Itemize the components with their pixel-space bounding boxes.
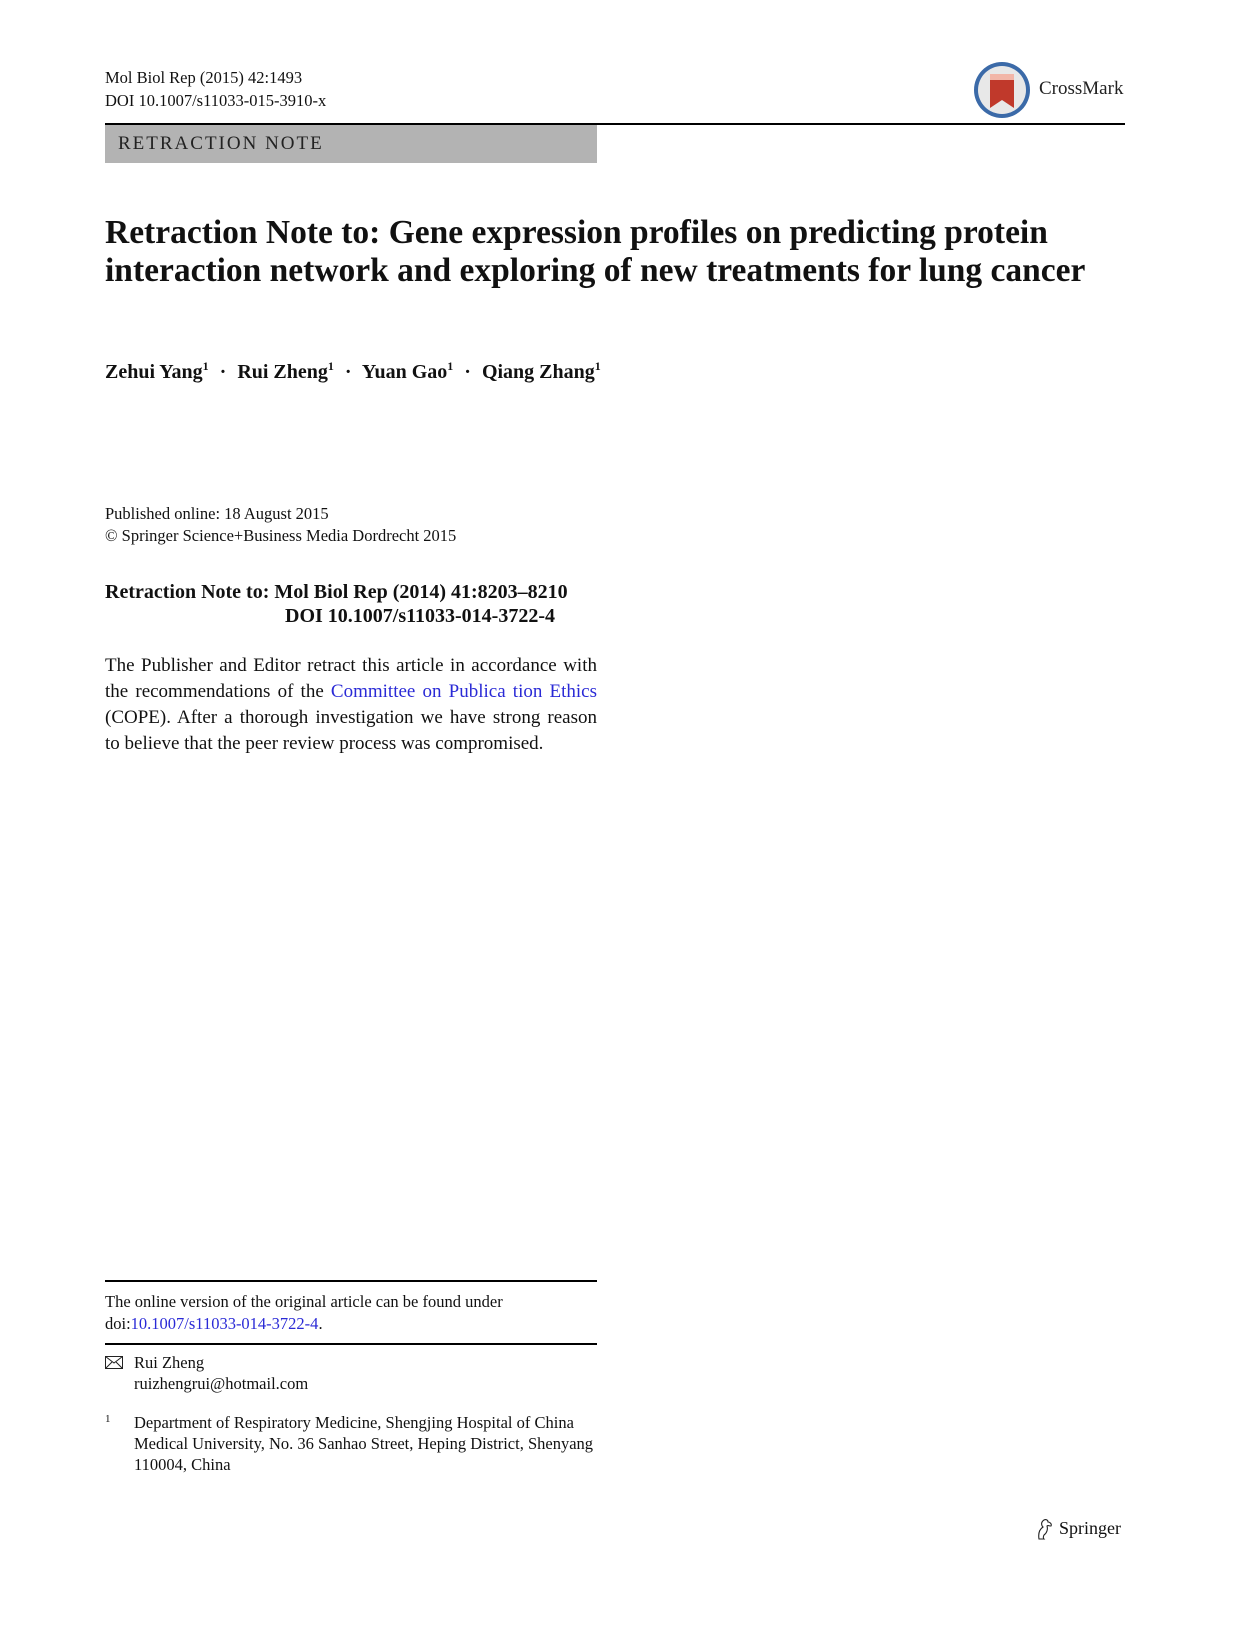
author-list <box>105 361 601 384</box>
publication-info <box>105 503 456 547</box>
author-affil-mark: 1 <box>594 359 601 373</box>
doi-suffix: . <box>318 1314 323 1333</box>
affiliation-text: Department of Respiratory Medicine, Shengjing Hospital of China Medical University, No. 36 Sanhao Street, Heping District, Shenyang 110004, China <box>134 1413 594 1474</box>
article-doi: DOI 10.1007/s11033-015-3910-x <box>105 91 327 110</box>
springer-horse-icon <box>1035 1517 1055 1541</box>
author-separator: · <box>219 361 227 383</box>
envelope-icon <box>105 1356 123 1369</box>
original-article-note <box>105 1291 597 1335</box>
body-text-start: The Publisher and Editor retract this article in accordance with the recommendations of the <box>105 655 597 702</box>
retraction-reference <box>105 580 568 628</box>
original-article-text: The online version of the original article can be found under <box>105 1292 503 1311</box>
author-affil-mark: 1 <box>327 359 334 373</box>
journal-citation: Mol Biol Rep (2015) 42:1493 <box>105 68 303 87</box>
author-name[interactable]: Zehui Yang <box>105 361 203 383</box>
crossmark-label: CrossMark <box>1039 78 1124 99</box>
affiliation-number: 1 <box>105 1413 111 1425</box>
contact-email[interactable]: ruizhengrui@hotmail.com <box>134 1374 309 1393</box>
article-title: Retraction Note to: Gene expression profiles on predicting protein interaction network and exploring of new treatments for lung cancer <box>105 214 1086 289</box>
journal-header <box>105 66 326 112</box>
author-affil-mark: 1 <box>202 359 209 373</box>
footnote-rule-bottom <box>105 1343 597 1345</box>
article-type-band <box>105 125 597 163</box>
author-name[interactable]: Rui Zheng <box>237 361 328 383</box>
original-doi-link[interactable]: 10.1007/s11033-014-3722-4 <box>130 1314 319 1333</box>
author-name[interactable]: Qiang Zhang <box>481 361 595 383</box>
author-name[interactable]: Yuan Gao <box>361 361 448 383</box>
retraction-reference-citation: Retraction Note to: Mol Biol Rep (2014) 41:8203–8210 <box>105 581 568 603</box>
author-separator: · <box>464 361 471 383</box>
crossmark-badge[interactable] <box>972 60 1122 120</box>
retraction-body <box>105 653 597 757</box>
contact-name: Rui Zheng <box>134 1353 205 1372</box>
article-type-label: RETRACTION NOTE <box>118 133 324 154</box>
retraction-reference-doi: DOI 10.1007/s11033-014-3722-4 <box>285 605 555 627</box>
footnote-rule-top <box>105 1280 597 1282</box>
copyright-line: © Springer Science+Business Media Dordrecht 2015 <box>105 526 457 545</box>
doi-prefix: doi: <box>105 1314 131 1333</box>
author-affil-mark: 1 <box>447 359 454 373</box>
author-separator: · <box>344 361 352 383</box>
publisher-name: Springer <box>1059 1518 1121 1538</box>
published-online-date: Published online: 18 August 2015 <box>105 504 329 523</box>
body-text-end: (COPE). After a thorough investigation we have strong reason to believe that the peer review process was compromised. <box>105 707 597 754</box>
cope-link[interactable]: Committee on Publica tion Ethics <box>330 681 597 702</box>
crossmark-logo-icon <box>972 60 1032 120</box>
springer-logo <box>1035 1515 1135 1545</box>
